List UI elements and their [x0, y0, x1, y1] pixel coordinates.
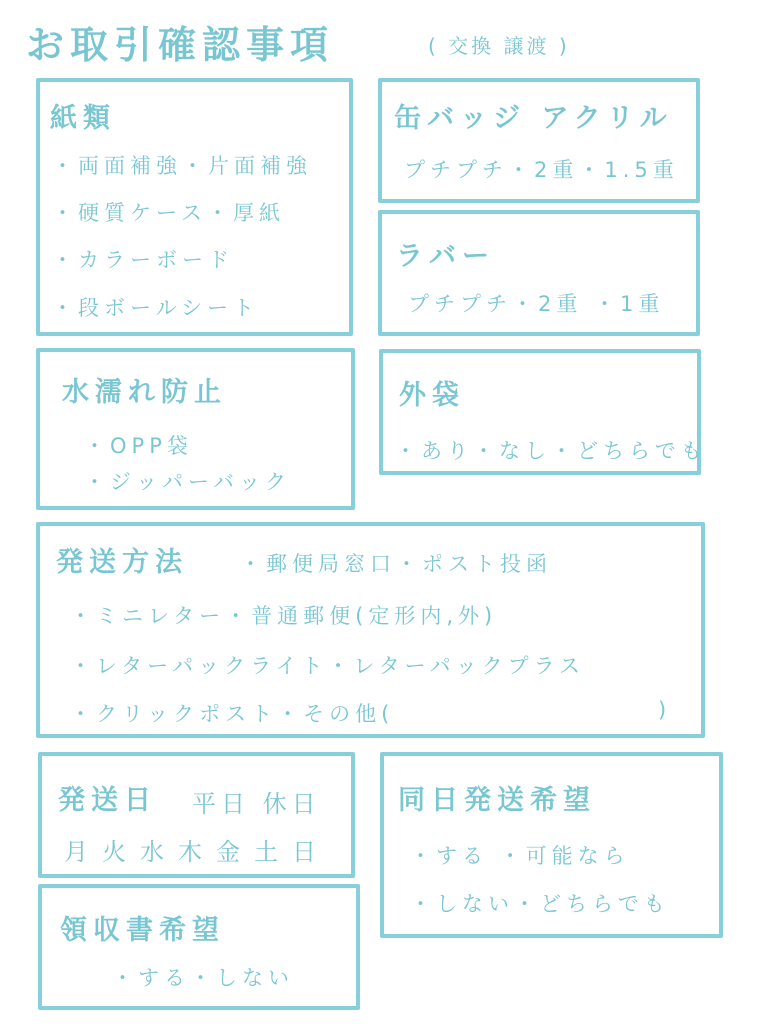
outer-bag-heading: 外袋 [399, 380, 465, 411]
same-day-box [380, 752, 723, 938]
receipt-line-1: ・する・しない [112, 966, 294, 990]
outer-bag-line-1: ・あり・なし・どちらでも [395, 439, 707, 463]
waterproof-heading: 水濡れ防止 [62, 377, 227, 408]
receipt-box [38, 884, 360, 1010]
ship-day-heading: 発送日 [58, 785, 157, 816]
waterproof-line-1: ・OPP袋 [84, 434, 193, 458]
shipping-line-3-close: ) [658, 698, 672, 722]
ship-day-options: 平日 休日 [192, 790, 321, 818]
rubber-box [378, 210, 700, 336]
paper-line-1: ・両面補強・片面補強 [52, 154, 312, 178]
page-subtitle: ( 交換 譲渡 ) [428, 34, 570, 58]
acrylic-box [378, 78, 700, 203]
shipping-box [36, 522, 705, 738]
acrylic-heading: 缶バッジ アクリル [394, 103, 673, 134]
outer-bag-box [379, 349, 707, 475]
same-day-line-2: ・しない・どちらでも [410, 892, 670, 916]
paper-box [36, 78, 353, 336]
rubber-line-1: プチプチ・2重 ・1重 [408, 292, 665, 316]
paper-heading: 紙類 [50, 103, 116, 134]
same-day-line-1: ・する ・可能なら [410, 844, 630, 868]
shipping-line-1: ・ミニレター・普通郵便(定形内,外) [70, 604, 498, 628]
ship-day-days: 月火水木金土日 [64, 838, 330, 866]
paper-line-4: ・段ボールシート [52, 296, 260, 320]
same-day-heading: 同日発送希望 [398, 785, 596, 816]
shipping-line-2: ・レターパックライト・レターパックプラス [70, 654, 585, 678]
shipping-heading-line: ・郵便局窓口・ポスト投函 [240, 552, 552, 576]
waterproof-line-2: ・ジッパーバック [84, 470, 291, 494]
rubber-heading: ラバー [396, 241, 495, 272]
paper-line-2: ・硬質ケース・厚紙 [52, 201, 285, 225]
waterproof-box [36, 348, 355, 510]
shipping-line-3: ・クリックポスト・その他( [70, 702, 395, 726]
ship-day-box [38, 752, 355, 878]
shipping-heading: 発送方法 [56, 547, 188, 578]
page-title: お取引確認事項 [26, 23, 335, 67]
acrylic-line-1: プチプチ・2重・1.5重 [404, 158, 679, 182]
paper-line-3: ・カラーボード [52, 248, 234, 272]
receipt-heading: 領収書希望 [60, 915, 225, 946]
